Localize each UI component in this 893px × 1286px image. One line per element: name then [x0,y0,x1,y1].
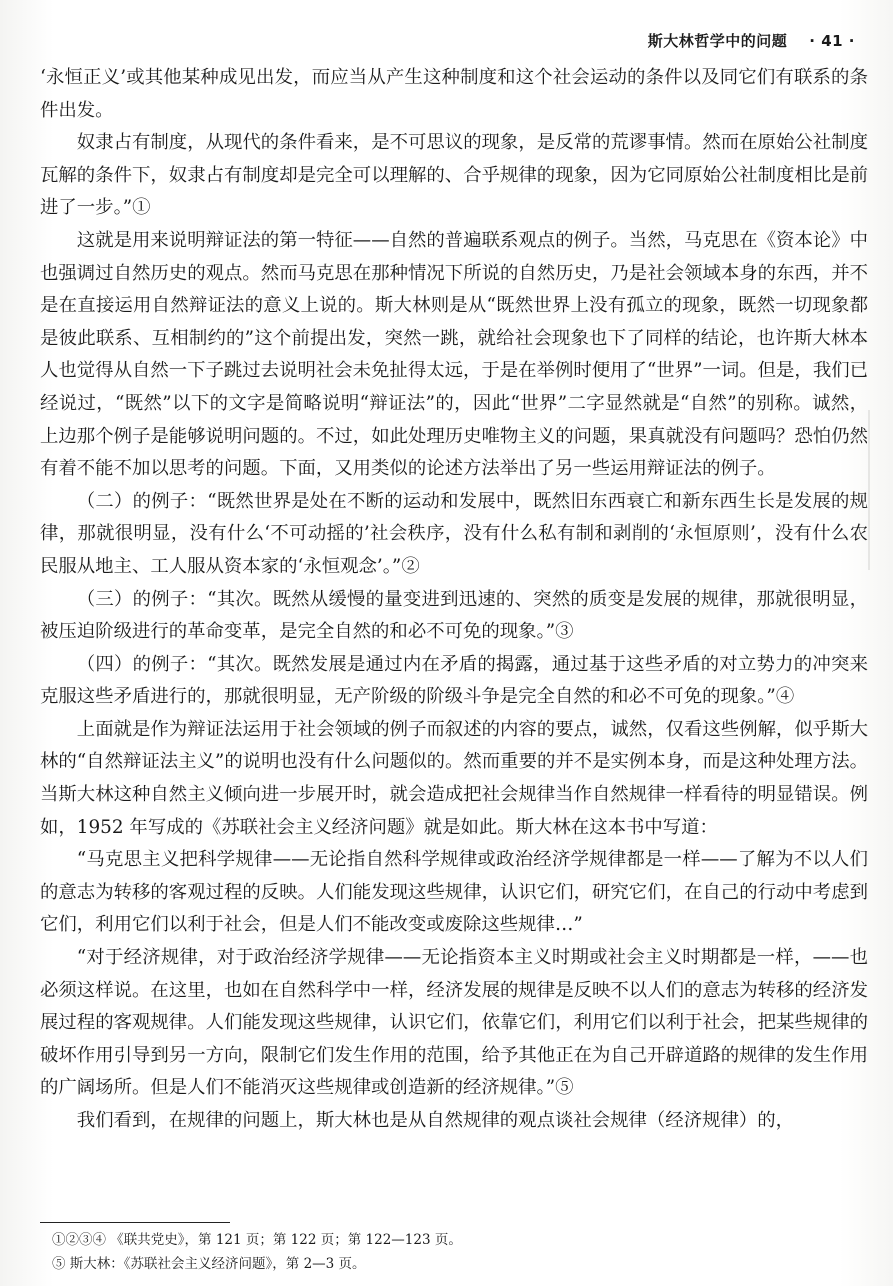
footnote: ①②③④ 《联共党史》，第 121 页；第 122 页；第 122—123 页。 [52,1232,462,1248]
paragraph: 这就是用来说明辩证法的第一特征——自然的普遍联系观点的例子。当然，马克思在《资本论》中也强调过自然历史的观点。然而马克思在那种情况下所说的自然历史，乃是社会领域本身的东西，并不是在直接运用自然辩证法的意义上说的。斯大林则是从“既然世界上没有孤立的现象，既然一切现象都是彼此联系、互相制约的”这个前提出发，突然一跳，就给社会现象也下了同样的结论，也许斯大林本人也觉得从自然一下子跳过去说明社会未免扯得太远，于是在举例时便用了“世界”一词。但是，我们已经说过，“既然”以下的文字是简略说明“辩证法”的，因此“世界”二字显然就是“自然”的别称。诚然，上边那个例子是能够说明问题的。不过，如此处理历史唯物主义的问题，果真就没有问题吗？恐怕仍然有着不能不加以思考的问题。下面，又用类似的论述方法举出了另一些运用辩证法的例子。 [40,229,868,480]
running-header [648,30,855,51]
paragraph: ‘永恒正义’或其他某种成见出发，而应当从产生这种制度和这个社会运动的条件以及同它们有联系的条件出发。 [40,67,868,121]
paragraph: （三）的例子：“其次。既然从缓慢的量变进到迅速的、突然的质变是发展的规律，那就很明显，被压迫阶级进行的革命变革，是完全自然的和必不可免的现象。”③ [40,588,868,643]
footnote: ⑤ 斯大林：《苏联社会主义经济问题》，第 2—3 页。 [52,1256,366,1272]
page-number: · 41 · [809,32,855,50]
paragraph: （四）的例子：“其次。既然发展是通过内在矛盾的揭露，通过基于这些矛盾的对立势力的冲突来克服这些矛盾进行的，那就很明显，无产阶级的阶级斗争是完全自然的和必不可免的现象。”④ [40,653,868,708]
paragraph: 奴隶占有制度，从现代的条件看来，是不可思议的现象，是反常的荒谬事情。然而在原始公社制度瓦解的条件下，奴隶占有制度却是完全可以理解的、合乎规律的现象，因为它同原始公社制度相比是前进了一步。”① [40,132,868,219]
body-text [40,62,868,1138]
paragraph: （二）的例子：“既然世界是处在不断的运动和发展中，既然旧东西衰亡和新东西生长是发展的规律，那就很明显，没有什么‘不可动摇的’社会秩序，没有什么私有制和剥削的‘永恒原则’，没有什么农民服从地主、工人服从资本家的‘永恒观念’。”② [40,490,868,577]
paragraph: 我们看到，在规律的问题上，斯大林也是从自然规律的观点谈社会规律（经济规律）的， [76,1110,795,1131]
footnotes [52,1228,852,1276]
footnote-divider [40,1222,230,1223]
running-title: 斯大林哲学中的问题 [647,32,788,50]
paragraph: 上面就是作为辩证法运用于社会领域的例子而叙述的内容的要点，诚然，仅看这些例解，似乎斯大林的“自然辩证法主义”的说明也没有什么问题似的。然而重要的并不是实例本身，而是这种处理方法。当斯大林这种自然主义倾向进一步展开时，就会造成把社会规律当作自然规律一样看待的明显错误。例如，1952 年写成的《苏联社会主义经济问题》就是如此。斯大林在这本书中写道： [40,718,868,838]
block-quote: “马克思主义把科学规律——无论指自然科学规律或政治经济学规律都是一样——了解为不以人们的意志为转移的客观过程的反映。人们能发现这些规律，认识它们，研究它们，在自己的行动中考虑到它们，利用它们以利于社会，但是人们不能改变或废除这些规律…” [40,849,868,936]
block-quote: “对于经济规律，对于政治经济学规律——无论指资本主义时期或社会主义时期都是一样，——也必须这样说。在这里，也如在自然科学中一样，经济发展的规律是反映不以人们的意志为转移的经济发展过程的客观规律。人们能发现这些规律，认识它们，依靠它们，利用它们以利于社会，把某些规律的破坏作用引导到另一方向，限制它们发生作用的范围，给予其他正在为自己开辟道路的规律的发生作用的广阔场所。但是人们不能消灭这些规律或创造新的经济规律。”⑤ [40,947,868,1099]
scan-shadow [868,410,870,570]
